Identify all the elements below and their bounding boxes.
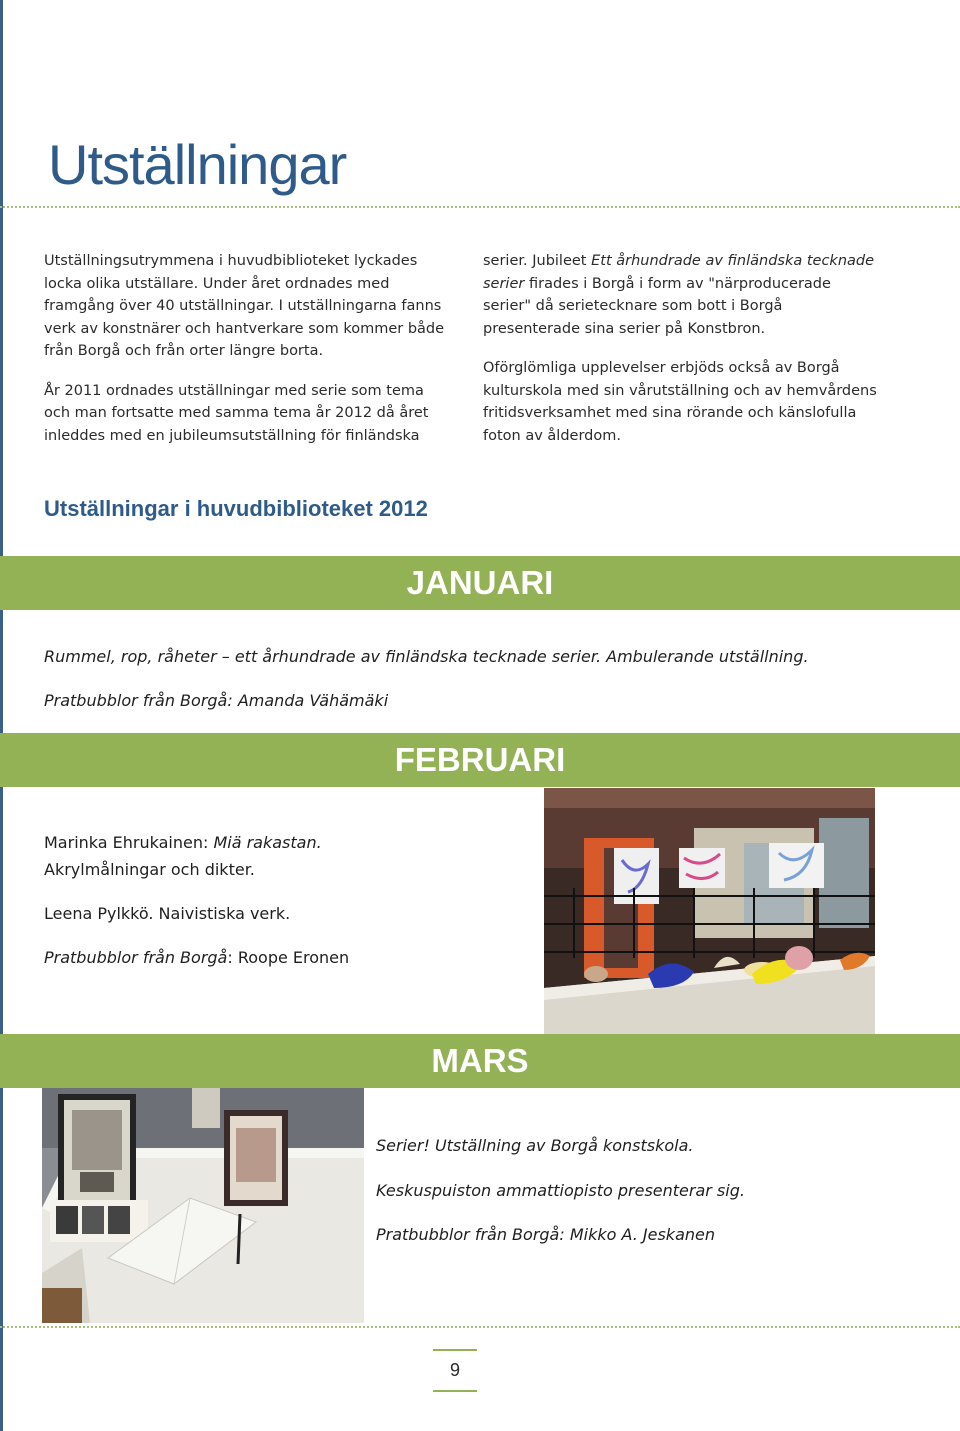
title-divider xyxy=(0,206,960,208)
intro-column-left xyxy=(44,250,449,464)
exhibition-entry xyxy=(44,948,349,967)
intro-column-right xyxy=(483,250,883,464)
intro-paragraph: År 2011 ordnades utställningar med serie som tema och man fortsatte med samma tema år 2012 då året inleddes med en jubileumsutställning för finländska xyxy=(44,382,429,444)
intro-paragraph: Utställningsutrymmena i huvudbiblioteket lyckades locka olika utställare. Under året ordnades med framgång över 40 utställningar. I utställningarna fanns verk av konstnärer och hantverkare som kommer både från Borgå och från orter längre borta. xyxy=(44,253,445,359)
artist-name: Marinka Ehrukainen: xyxy=(44,833,214,852)
series-name: Pratbubblor från Borgå xyxy=(44,948,228,967)
exhibition-photo-gallery xyxy=(544,788,875,1034)
artist-name: : Roope Eronen xyxy=(227,948,350,967)
left-page-rule xyxy=(0,0,3,1431)
exhibition-photo-guestbook xyxy=(42,1088,364,1323)
month-bar-februari: FEBRUARI xyxy=(0,733,960,787)
exhibition-title: Ett århundrade av finländska tecknade serier xyxy=(483,253,875,292)
exhibition-title: Miä rakastan. xyxy=(213,833,322,852)
month-bar-mars: MARS xyxy=(0,1034,960,1088)
month-bar-januari: JANUARI xyxy=(0,556,960,610)
text-run: firades i Borgå i form av "närproducerade serier" då serietecknare som bott i Borgå presenterade sina serier på Konstbron. xyxy=(483,275,831,337)
exhibition-entry: Pratbubblor från Borgå: Mikko A. Jeskanen xyxy=(376,1225,715,1244)
section-heading: Utställningar i huvudbiblioteket 2012 xyxy=(44,496,428,521)
page-number: 9 xyxy=(433,1349,477,1392)
exhibition-entry: Keskuspuiston ammattiopisto presenterar sig. xyxy=(376,1181,745,1200)
exhibition-entry: Leena Pylkkö. Naivistiska verk. xyxy=(44,904,291,923)
exhibition-entry-subtitle: Akrylmålningar och dikter. xyxy=(44,860,255,879)
exhibition-entry: Pratbubblor från Borgå: Amanda Vähämäki xyxy=(44,691,389,710)
footer-divider xyxy=(0,1326,960,1328)
page-title: Utställningar xyxy=(48,133,347,196)
intro-paragraph: Oförglömliga upplevelser erbjöds också av Borgå kulturskola med sin vårutställning och av hemvårdens fritidsverksamhet med sina rörande och känslofulla foton av ålderdom. xyxy=(483,360,877,444)
text-run: serier. Jubileet xyxy=(483,253,592,269)
intro-paragraph xyxy=(483,250,883,340)
exhibition-entry: Rummel, rop, råheter – ett århundrade av finländska tecknade serier. Ambulerande utställning. xyxy=(44,647,809,666)
exhibition-entry: Serier! Utställning av Borgå konstskola. xyxy=(376,1136,694,1155)
exhibition-entry xyxy=(44,833,322,852)
